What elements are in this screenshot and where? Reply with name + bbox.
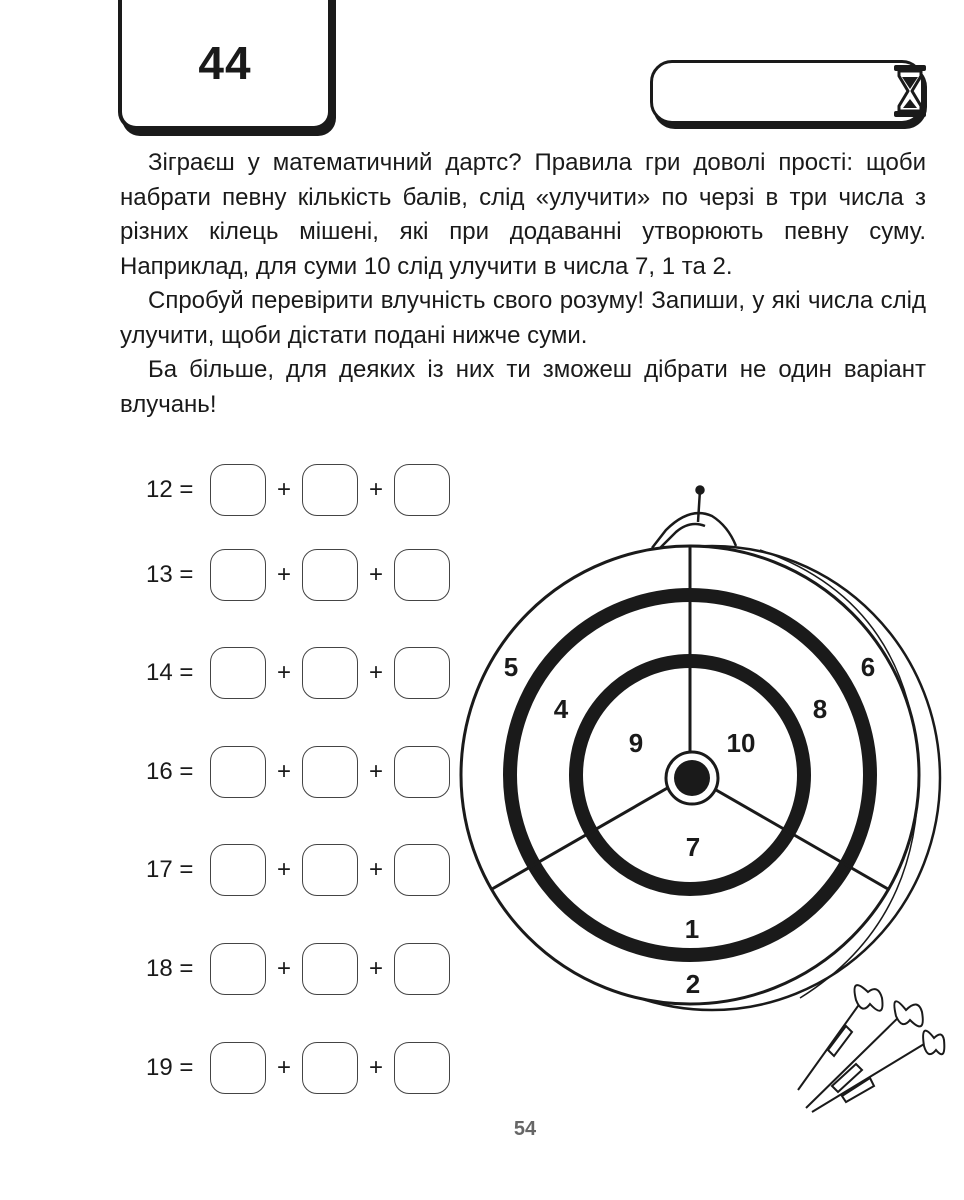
plus-sign: +	[276, 856, 291, 883]
instructions-paragraph: Зіграєш у математичний дартс? Правила гри доволі прості: щоби набрати певну кількість балів, слід «улучити» по черзі в три числа з різних кілець мішені, які при додаванні утворюють певну суму. Наприклад, для суми 10 слід улучити в числа 7, 1 та 2.	[120, 149, 926, 280]
plus-sign: +	[276, 758, 291, 785]
darts-icon	[798, 985, 944, 1112]
plus-sign: +	[276, 1054, 291, 1081]
plus-sign: +	[368, 955, 383, 982]
answer-box[interactable]	[302, 943, 358, 995]
equation-row	[146, 744, 450, 800]
plus-sign: +	[368, 856, 383, 883]
instructions	[120, 146, 926, 422]
plus-sign: +	[368, 561, 383, 588]
instructions-paragraph: Спробуй перевірити влучність свого розуму! Запиши, у які числа слід улучити, щоби дістати подані нижче суми.	[120, 287, 926, 349]
instructions-paragraph: Ба більше, для деяких із них ти зможеш дібрати не один варіант влучань!	[120, 356, 926, 418]
answer-box[interactable]	[210, 1042, 266, 1094]
plus-sign: +	[276, 659, 291, 686]
answer-box[interactable]	[210, 746, 266, 798]
outer-ring-number: 5	[503, 652, 519, 682]
bullseye	[674, 760, 710, 796]
plus-sign: +	[276, 955, 291, 982]
plus-sign: +	[368, 476, 383, 503]
answer-box[interactable]	[302, 647, 358, 699]
target-sum: 19 =	[146, 1054, 194, 1081]
outer-ring-number: 2	[685, 969, 701, 999]
inner-ring-number: 7	[685, 832, 701, 862]
answer-box[interactable]	[302, 844, 358, 896]
plus-sign: +	[368, 758, 383, 785]
hanger	[652, 487, 736, 549]
answer-box[interactable]	[210, 943, 266, 995]
target-sum: 16 =	[146, 758, 194, 785]
answer-box[interactable]	[210, 844, 266, 896]
answer-box[interactable]	[302, 549, 358, 601]
plus-sign: +	[276, 476, 291, 503]
equation-row	[146, 547, 450, 603]
target-sum: 13 =	[146, 561, 194, 588]
hourglass-icon	[890, 63, 930, 119]
answer-box[interactable]	[210, 647, 266, 699]
middle-ring-number: 1	[684, 914, 700, 944]
answer-box[interactable]	[210, 464, 266, 516]
equation-row	[146, 1040, 450, 1096]
plus-sign: +	[368, 1054, 383, 1081]
equation-row	[146, 462, 450, 518]
task-number-tab	[118, 0, 332, 130]
plus-sign: +	[276, 561, 291, 588]
target-sum: 14 =	[146, 659, 194, 686]
time-field[interactable]	[650, 60, 924, 124]
target-sum: 17 =	[146, 856, 194, 883]
dartboard	[440, 470, 960, 1130]
equation-row	[146, 941, 450, 997]
answer-box[interactable]	[302, 746, 358, 798]
target-sum: 18 =	[146, 955, 194, 982]
inner-ring-number: 10	[726, 728, 756, 758]
page-number: 54	[513, 1118, 537, 1140]
target-sum: 12 =	[146, 476, 194, 503]
answer-box[interactable]	[302, 1042, 358, 1094]
inner-ring-number: 9	[628, 728, 644, 758]
answer-box[interactable]	[302, 464, 358, 516]
equation-row	[146, 645, 450, 701]
outer-ring-number: 6	[860, 652, 876, 682]
middle-ring-number: 4	[553, 694, 569, 724]
task-number: 44	[198, 37, 252, 89]
plus-sign: +	[368, 659, 383, 686]
middle-ring-number: 8	[812, 694, 828, 724]
equation-row	[146, 842, 450, 898]
answer-box[interactable]	[210, 549, 266, 601]
